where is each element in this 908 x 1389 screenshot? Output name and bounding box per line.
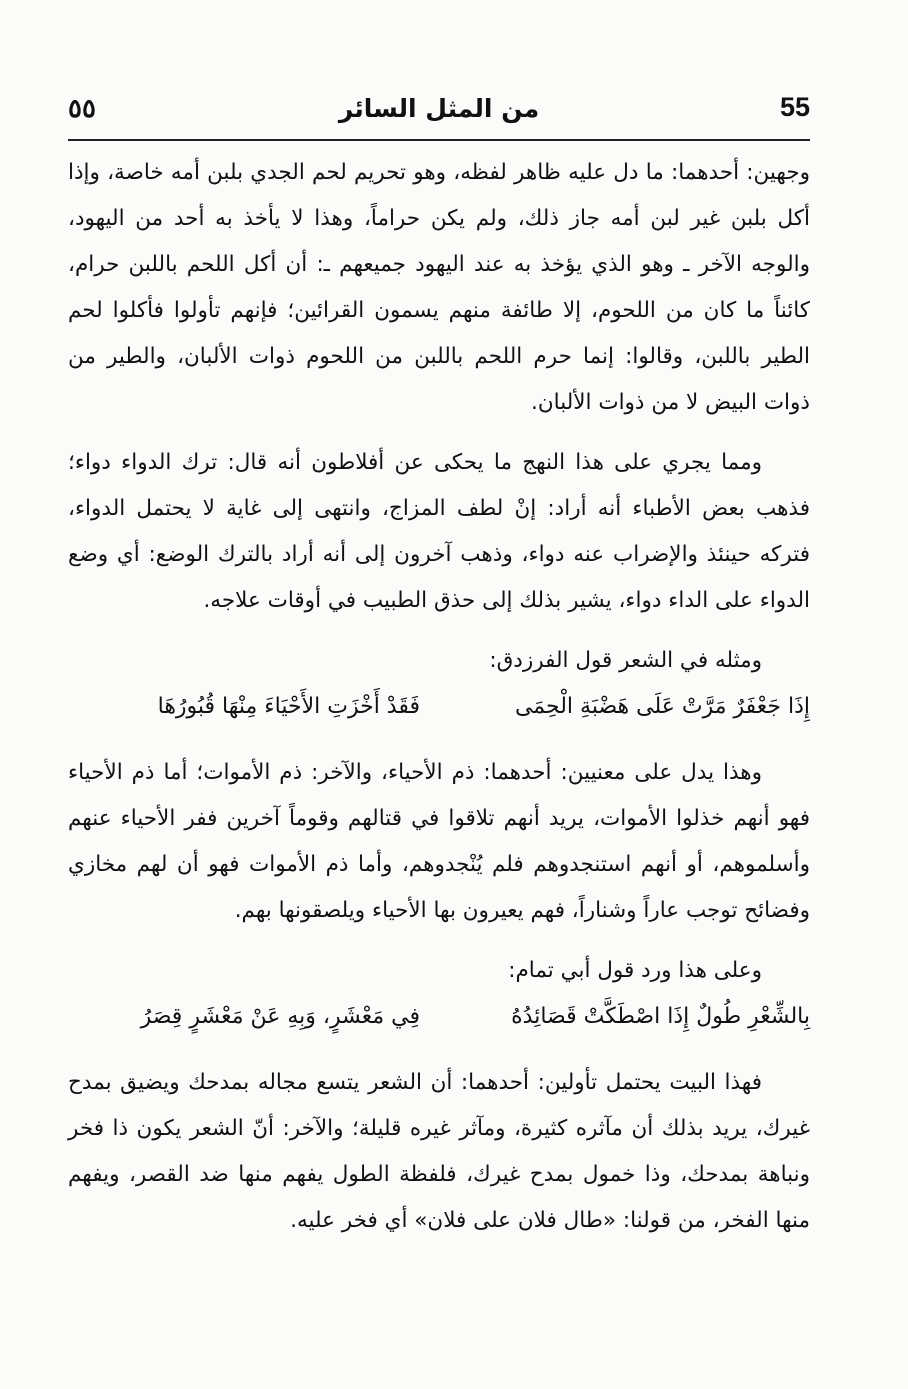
verse-first-hemistich: إِذَا جَعْفَرٌ مَرَّتْ عَلَى هَضْبَةِ الْحِمَى (514, 694, 810, 719)
running-title: من المثل السائر (338, 94, 540, 123)
poem-verse (68, 998, 810, 1054)
page-body (68, 150, 810, 1244)
poem-verse (68, 688, 810, 744)
paragraph: وجهين: أحدهما: ما دل عليه ظاهر لفظه، وهو تحريم لحم الجدي بلبن أمه خاصة، وإذا أكل بلبن غير لبن أمه جاز ذلك، ولم يكن حراماً، وهذا لا يأخذ به أحد من اليهود، والوجه الآخر ـ وهو الذي يؤخذ به عند اليهود جميعهم ـ: أن أكل اللحم باللبن حرام، كائناً ما كان من اللحوم، إلا طائفة منهم يسمون القرائين؛ فإنهم تأولوا فأكلوا لحم الطير باللبن، وقالوا: إنما حرم اللحم باللبن من اللحوم ذوات الألبان، والطير من ذوات البيض لا من ذوات الألبان. (68, 160, 810, 415)
verse-first-hemistich: بِالشِّعْرِ طُولٌ إِذَا اصْطَكَّتْ قَصَائِدُهُ (511, 1004, 810, 1029)
verse-second-hemistich: فِي مَعْشَرٍ، وَبِهِ عَنْ مَعْشَرٍ قِصَرُ (140, 1004, 420, 1029)
paragraph: وهذا يدل على معنيين: أحدهما: ذم الأحياء، والآخر: ذم الأموات؛ أما ذم الأحياء فهو أنهم خذلوا الأموات، يريد أنهم تلاقوا في قتالهم وقوماً آخرين ففر الأحياء عنهم وأسلموهم، أو أنهم استنجدوهم فلم يُنْجدوهم، وأما ذم الأموات فهو أن لهم مخازي وفضائح توجب عاراً وشناراً، فهم يعيرون بها الأحياء ويلصقونها بهم. (68, 760, 810, 923)
paragraph: فهذا البيت يحتمل تأولين: أحدهما: أن الشعر يتسع مجاله بمدحك ويضيق بمدح غيرك، يريد بذلك أن مآثره كثيرة، ومآثر غيره قليلة؛ والآخر: أنّ الشعر يكون ذا فخر ونباهة بمدحك، وذا خمول بمدح غيرك، فلفظة الطول يفهم منها ضد القصر، ويفهم منها الفخر، من قولنا: «طال فلان على فلان» أي فخر عليه. (68, 1070, 810, 1233)
paragraph: ومثله في الشعر قول الفرزدق: (489, 648, 762, 673)
paragraph: وعلى هذا ورد قول أبي تمام: (508, 958, 762, 983)
page-number-arabic: ٥٥ (68, 94, 96, 124)
verse-second-hemistich: فَقَدْ أَخْزَتِ الأَحْيَاءَ مِنْهَا قُبُورُهَا (157, 694, 420, 719)
page-number-latin: 55 (779, 92, 810, 122)
paragraph: ومما يجري على هذا النهج ما يحكى عن أفلاطون أنه قال: ترك الدواء دواء؛ فذهب بعض الأطباء أنه أراد: إنْ لطف المزاج، وانتهى إلى غاية لا يحتمل الدواء، فتركه حينئذ والإضراب عنه دواء، وذهب آخرون إلى أنه أراد بالترك الوضع: أي وضع الدواء على الداء دواء، يشير بذلك إلى حذق الطبيب في أوقات علاجه. (68, 450, 810, 613)
page-header (68, 88, 810, 136)
header-divider (68, 139, 810, 141)
